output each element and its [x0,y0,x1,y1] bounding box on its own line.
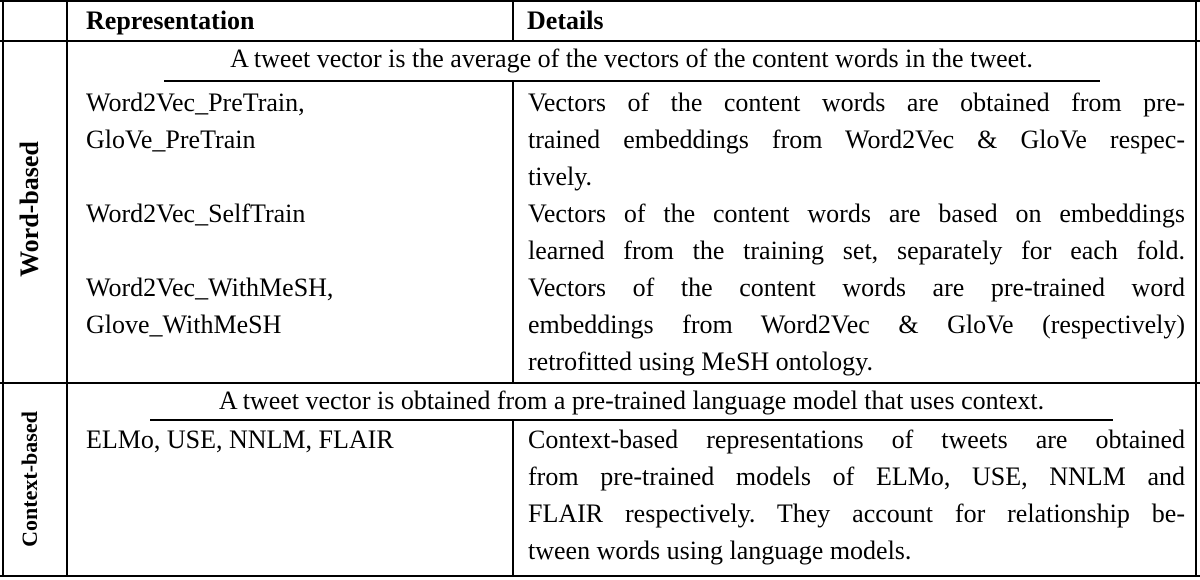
group-separator-rule [0,382,1200,384]
details-line: embeddings from Word2Vec & GloVe (respectively) [528,310,1185,339]
word-based-row-3-details [528,269,1185,380]
header-representation: Representation [86,6,255,35]
details-line: Vectors of the content words are obtained from pre- [528,88,1185,117]
details-line: Context-based representations of tweets are obtained [528,425,1185,454]
representation-line: Glove_WithMeSH [86,310,282,339]
word-based-row-3-representation [86,269,506,343]
representation-line: Word2Vec_SelfTrain [86,199,306,228]
details-line: tween words using language models. [528,536,912,565]
context-based-row-1-representation [86,421,506,458]
details-line: tively. [528,162,593,191]
word-based-summary: A tweet vector is the average of the vectors of the content words in the tweet. [230,44,1033,73]
table-right-border [1195,0,1197,577]
header-bottom-rule [0,40,1200,42]
group-column-divider [66,0,68,577]
column-divider-context-based [512,420,514,577]
details-line: Vectors of the content words are based on embeddings [528,199,1185,228]
group-label-word-based: Word-based [15,141,44,277]
word-based-row-2-details [528,195,1185,269]
details-line: trained embeddings from Word2Vec & GloVe respec- [528,125,1185,154]
header-details: Details [527,6,604,35]
representation-line: Word2Vec_PreTrain, [86,88,305,117]
representation-line: ELMo, USE, NNLM, FLAIR [86,425,394,454]
word-based-row-1-details [528,84,1185,195]
details-line: Vectors of the content words are pre-trained word [528,273,1185,302]
group-label-context-based: Context-based [17,411,42,547]
context-based-row-1-details [528,421,1185,569]
column-divider-word-based [512,82,514,382]
context-based-summary: A tweet vector is obtained from a pre-trained language model that uses context. [218,386,1045,415]
representation-line: GloVe_PreTrain [86,125,256,154]
column-divider-header [512,0,514,40]
word-based-summary-rule [164,80,1100,82]
details-line: retrofitted using MeSH ontology. [528,347,873,376]
table-left-border [2,0,4,577]
representation-line: Word2Vec_WithMeSH, [86,273,334,302]
details-line: FLAIR respectively. They account for relationship be- [528,499,1185,528]
table-bottom-border [0,575,1200,577]
word-based-row-2-representation [86,195,506,232]
details-line: from pre-trained models of ELMo, USE, NNLM and [528,462,1185,491]
word-based-row-1-representation [86,84,506,158]
details-line: learned from the training set, separately for each fold. [528,236,1185,265]
